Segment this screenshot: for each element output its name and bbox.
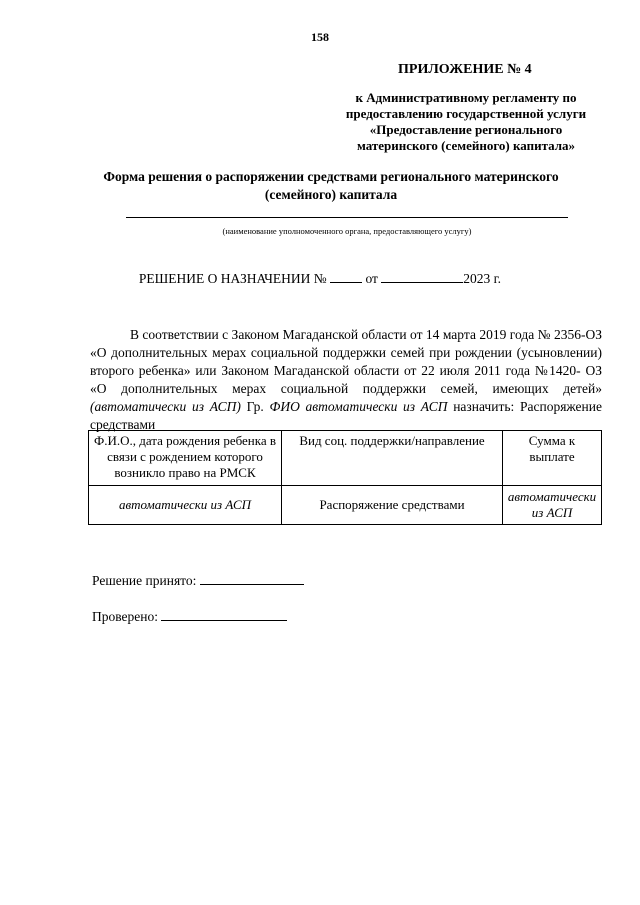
paragraph-italic: (автоматически из АСП) [90,399,241,414]
appendix-subtitle-line: предоставлению государственной услуги [345,106,587,121]
table-header-cell: Сумма к выплате [503,431,602,486]
form-title-line: Форма решения о распоряжении средствами регионального материнского [103,169,559,184]
organ-name-line [126,217,568,218]
results-table [88,430,602,525]
table-cell-text: автоматически из АСП [118,497,252,512]
table-header-cell: Ф.И.О., дата рождения ребенка в связи с рождением которого возникло право на РМСК [89,431,282,486]
checked-blank [161,608,287,621]
body-paragraph [90,326,602,434]
decision-heading [0,270,640,287]
table-cell-text: автоматически из АСП [507,489,597,520]
decision-number-blank [330,270,362,283]
paragraph-text: В соответствии с Законом Магаданской области от 14 марта 2019 года № 2356-ОЗ «О дополнительных мерах социальной поддержки семей при рождении (усыновлении) второго ребенка» или Законом Магаданской области от 22 июля 2011 года №1420- ОЗ «О дополнительных мерах социальной поддержки семей, имеющих детей» [90,327,602,396]
form-title [96,168,566,204]
table-cell: Распоряжение средствами [282,486,503,525]
appendix-subtitle [340,90,592,154]
table-cell [503,486,602,525]
decision-date-blank [381,270,463,283]
decision-accepted-line [92,572,304,589]
page-number: 158 [311,30,329,44]
appendix-subtitle-line: «Предоставление регионального [369,122,563,137]
table-header-row [89,431,602,486]
form-title-line: (семейного) капитала [264,187,398,202]
decision-year: 2023 г. [463,271,502,286]
table-header-cell: Вид соц. поддержки/направление [282,431,503,486]
table-row [89,486,602,525]
checked-line [92,608,287,625]
appendix-subtitle-line: материнского (семейного) капитала» [356,138,576,153]
appendix-subtitle-line: к Административному регламенту по [355,90,577,105]
decision-from: от [365,271,378,286]
accepted-blank [200,572,304,585]
checked-label: Проверено: [92,609,159,624]
appendix-title: ПРИЛОЖЕНИЕ № 4 [398,62,532,77]
accepted-label: Решение принято: [92,573,197,588]
paragraph-text: назначить: Распоряжение средствами [90,399,602,432]
decision-prefix: РЕШЕНИЕ О НАЗНАЧЕНИИ № [138,271,327,286]
paragraph-italic: ФИО автоматически из АСП [269,399,448,414]
organ-caption: (наименование уполномоченного органа, предоставляющего услугу) [222,226,472,236]
paragraph-text: Гр. [246,399,264,414]
table-cell [89,486,282,525]
